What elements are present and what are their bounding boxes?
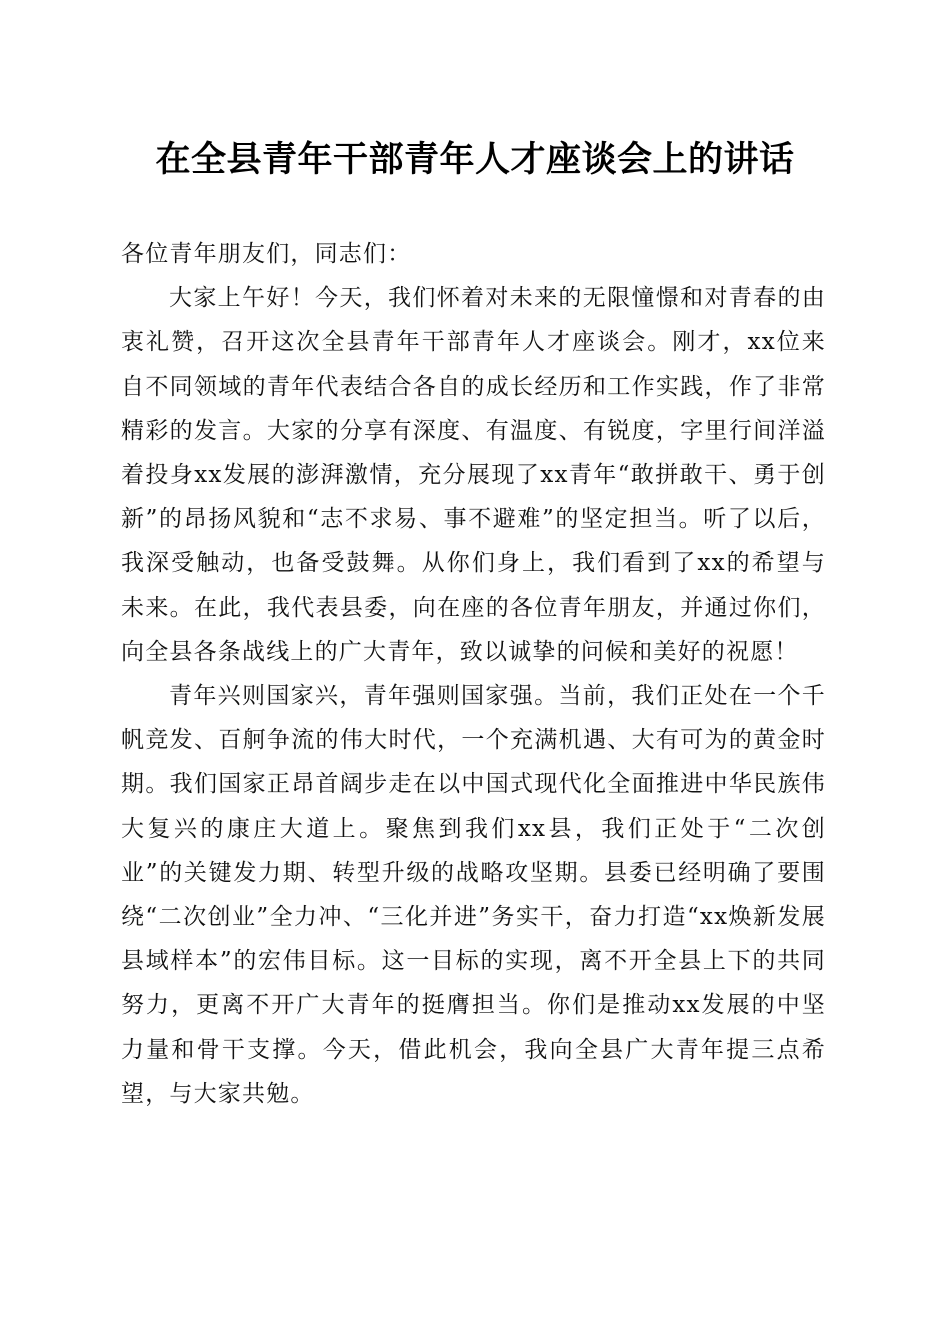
paragraph-1: 大家上午好！今天，我们怀着对未来的无限憧憬和对青春的由衷礼赞，召开这次全县青年干部青年人才座谈会。刚才，xx位来自不同领域的青年代表结合各自的成长经历和工作实践，作了非常精彩的发言。大家的分享有深度、有温度、有锐度，字里行间洋溢着投身xx发展的澎湃激情，充分展现了xx青年“敢拼敢干、勇于创新”的昂扬风貌和“志不求易、事不避难”的坚定担当。听了以后，我深受触动，也备受鼓舞。从你们身上，我们看到了xx的希望与未来。在此，我代表县委，向在座的各位青年朋友，并通过你们，向全县各条战线上的广大青年，致以诚挚的问候和美好的祝愿！ <box>121 285 826 665</box>
salutation: 各位青年朋友们，同志们： <box>121 241 412 267</box>
document-body <box>121 232 826 1116</box>
paragraph-2: 青年兴则国家兴，青年强则国家强。当前，我们正处在一个千帆竞发、百舸争流的伟大时代，一个充满机遇、大有可为的黄金时期。我们国家正昂首阔步走在以中国式现代化全面推进中华民族伟大复兴的康庄大道上。聚焦到我们xx县，我们正处于“二次创业”的关键发力期、转型升级的战略攻坚期。县委已经明确了要围绕“二次创业”全力冲、“三化并进”务实干，奋力打造“xx焕新发展县域样本”的宏伟目标。这一目标的实现，离不开全县上下的共同努力，更离不开广大青年的挺膺担当。你们是推动xx发展的中坚力量和骨干支撑。今天，借此机会，我向全县广大青年提三点希望，与大家共勉。 <box>121 683 826 1107</box>
document-title: 在全县青年干部青年人才座谈会上的讲话 <box>155 139 795 180</box>
